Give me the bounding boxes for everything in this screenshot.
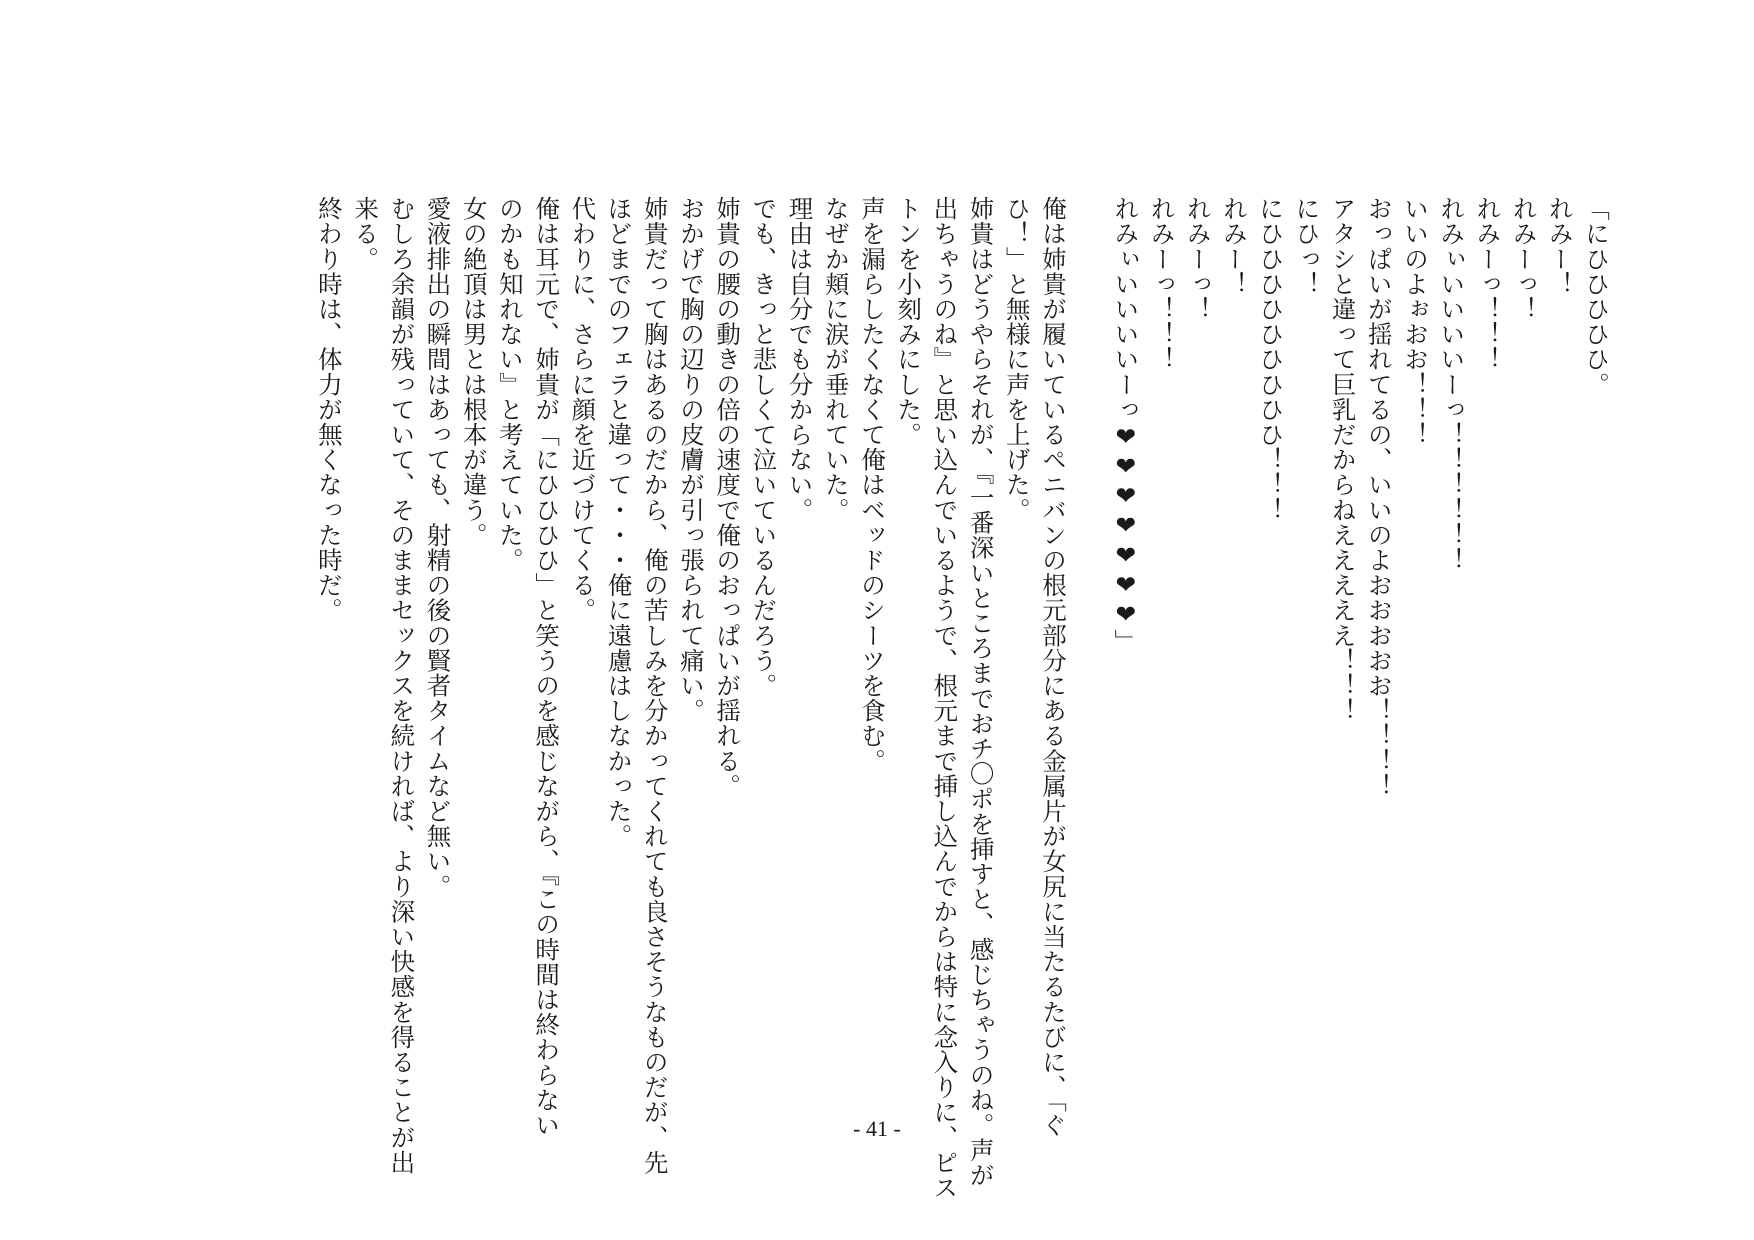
narration-line: 姉貴の腰の動きの倍の速度で俺のおっぱいが揺れる。 — [713, 196, 743, 799]
narration-line: 女の絶頂は男とは根本が違う。 — [459, 196, 489, 548]
dialogue-line: アタシと違って巨乳だからねえええええ！！！ — [1328, 196, 1358, 724]
dialogue-line: 「にひひひひひ。 — [1582, 196, 1611, 397]
dialogue-line: れみー！ — [1219, 196, 1249, 297]
narration-line: 姉貴だって胸はあるのだから、俺の苦しみを分かってくれても良さそうなものだが、先 — [640, 196, 670, 1175]
dialogue-line: れみーっ！ — [1509, 196, 1539, 322]
paragraph-gap — [1071, 196, 1107, 1096]
page-number: - 41 - — [853, 1116, 901, 1141]
dialogue-line: れみぃいいいいーっ！！！！！！ — [1437, 196, 1467, 573]
narration-line: おかげで胸の辺りの皮膚が引っ張られて痛い。 — [676, 196, 706, 724]
narration-line: ひ！」と無様に声を上げた。 — [1002, 196, 1032, 523]
narration-line: 終わり時は、体力が無くなった時だ。 — [314, 196, 344, 623]
narration-line: 愛液排出の瞬間はあっても、射精の後の賢者タイムなど無い。 — [423, 196, 453, 899]
narration-line: むしろ余韻が残っていて、そのままセックスを続ければ、より深い快感を得ることが出 — [387, 196, 417, 1175]
dialogue-line: れみーっ！！！ — [1147, 196, 1177, 372]
narration-line: 来る。 — [351, 196, 381, 272]
dialogue-line: にひひひひひひひひひ！！！ — [1256, 196, 1286, 523]
narration-line: 俺は耳元で、姉貴が「にひひひひ」と笑うのを感じながら、『この時間は終わらない — [532, 196, 562, 1138]
narration-line: 理由は自分でも分からない。 — [785, 196, 815, 523]
narration-line: 声を漏らしたくなくて俺はベッドのシーツを食む。 — [857, 196, 887, 774]
dialogue-line: いいのよぉおお！！！ — [1400, 196, 1430, 447]
narration-line: トンを小刻みにした。 — [894, 196, 924, 447]
narration-line: 姉貴はどうやらそれが、『一番深いところまでおチ〇ポを挿すと、感じちゃうのね。声が — [966, 196, 996, 1188]
dialogue-line: おっぱいが揺れてるの、いいのよおおおおお！！！！ — [1364, 196, 1394, 799]
narration-line: 俺は姉貴が履いているペニバンの根元部分にある金属片が女尻に当たるたびに、「ぐ — [1038, 196, 1068, 1138]
narration-line: でも、きっと悲しくて泣いているんだろう。 — [749, 196, 779, 698]
dialogue-line: れみーっ！！！ — [1473, 196, 1503, 372]
dialogue-line: れみーっ！ — [1183, 196, 1213, 322]
narration-line: ほどまでのフェラと違って・・・俺に遠慮はしなかった。 — [604, 196, 634, 849]
dialogue-line: れみぃいいいいーっ❤❤❤❤❤❤❤」 — [1111, 196, 1141, 655]
dialogue-line: れみー！ — [1545, 196, 1575, 297]
narration-line: のかも知れない』と考えていた。 — [495, 196, 525, 573]
narration-line: 出ちゃうのね』と思い込んでいるようで、根元まで挿し込んでからは特に念入りに、ピス — [930, 196, 960, 1200]
dialogue-line: にひっ！ — [1292, 196, 1322, 297]
narration-line: 代わりに、さらに顔を近づけてくる。 — [568, 196, 598, 623]
narration-line: なぜか頬に涙が垂れていた。 — [821, 196, 851, 523]
